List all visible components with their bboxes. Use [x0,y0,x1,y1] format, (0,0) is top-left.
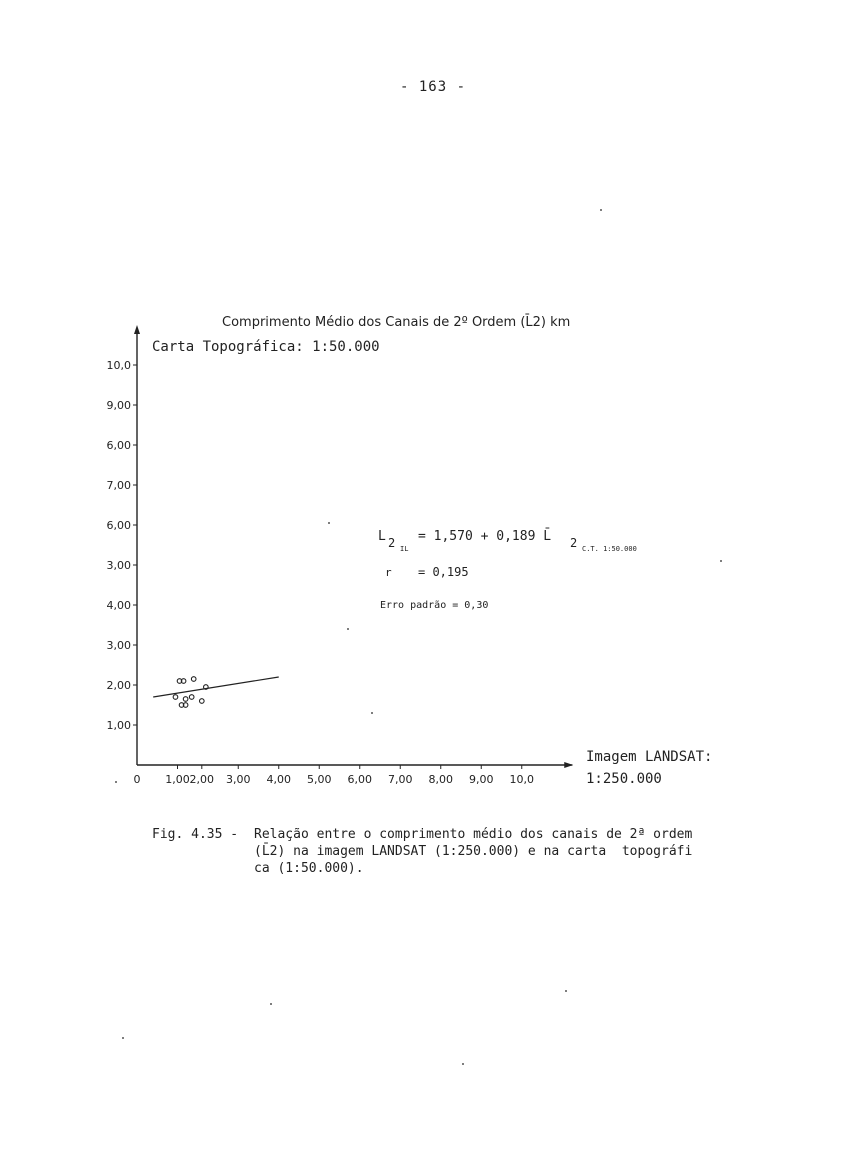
x-axis-label-line1: Imagem LANDSAT: [586,749,713,765]
data-point [189,695,194,700]
speck [270,1003,272,1005]
y-axis-label: Carta Topográfica: 1:50.000 [152,339,380,355]
speck [328,522,330,524]
speck [565,990,567,992]
caption-label: Fig. 4.35 - [152,827,239,842]
speck [122,1037,124,1039]
speck [347,628,349,630]
y-tick-label: 2,00 [106,679,131,692]
speck [600,209,602,211]
y-tick-label: 10,0 [106,359,131,372]
caption-line-3: ca (1:50.000). [254,861,364,876]
correlation-value: = 0,195 [418,565,469,579]
standard-error: Erro padrão = 0,30 [380,600,489,611]
y-tick-label: 1,00 [106,719,131,732]
data-point [183,697,188,702]
y-tick-label: 3,00 [106,639,131,652]
chart-ticks [107,359,535,786]
regression-line [153,677,279,697]
y-tick-label: 7,00 [106,479,131,492]
x-tick-label: 0 [133,773,141,786]
x-axis-arrow [564,762,573,768]
x-tick-label: 2,00 [189,773,215,786]
equation-rhs-sub2: C.T. 1:50.000 [582,545,637,553]
x-axis-label-line2: 1:250.000 [586,771,662,787]
x-tick-label: 5,00 [307,773,332,786]
x-tick-label: 6,00 [347,773,372,786]
y-tick-label: 9,00 [106,399,131,412]
chart-regression [153,677,279,697]
regression-equation [378,529,637,611]
speck [371,712,373,714]
equation-rhs-sub: 2 [570,536,578,550]
equation-lhs: L [378,529,386,544]
caption-line-2: (L̄2) na imagem LANDSAT (1:250.000) e na carta topográfi [254,844,693,859]
speck [462,1063,464,1065]
x-tick-label: 4,00 [266,773,291,786]
speck [720,560,722,562]
y-tick-label: 6,00 [106,519,131,532]
y-tick-label: 3,00 [106,559,131,572]
y-tick-label: 6,00 [106,439,131,452]
data-point [200,699,205,704]
data-point [191,677,196,682]
page-number: - 163 - [400,79,467,95]
y-tick-label: 4,00 [106,599,131,612]
x-tick-label: 1,00 [165,773,190,786]
data-point [173,695,178,700]
x-tick-label: 3,00 [226,773,251,786]
x-tick-label: 9,00 [469,773,494,786]
chart-points [173,677,208,708]
x-tick-label: 10,0 [509,773,534,786]
correlation-label: r [385,566,392,579]
equation-lhs-sub2: IL [400,545,409,553]
speck [115,781,117,783]
equation-rhs: = 1,570 + 0,189 L̄ [418,529,552,544]
chart-title: Comprimento Médio dos Canais de 2º Ordem (L̄2) km [222,315,571,330]
y-axis-arrow [134,325,140,334]
equation-lhs-sub: 2 [388,536,396,550]
x-tick-label: 8,00 [428,773,453,786]
x-tick-label: 7,00 [388,773,413,786]
caption-line-1: Relação entre o comprimento médio dos canais de 2ª ordem [254,827,693,842]
